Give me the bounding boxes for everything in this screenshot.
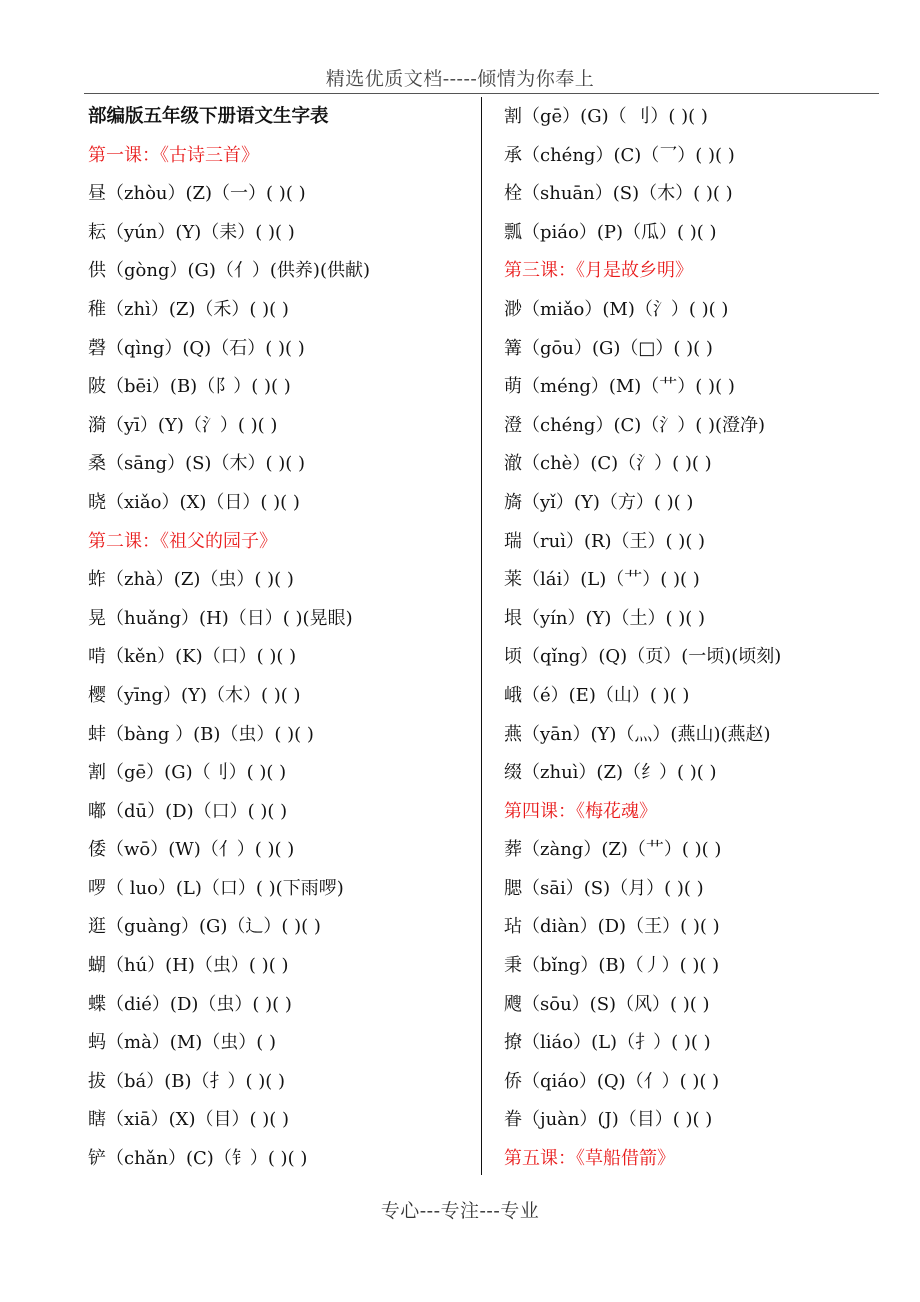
character-entry: 缀（zhuì）(Z)（纟）( )( ) [504,762,717,784]
character-entry: 燕（yān）(Y)（灬）(燕山)(燕赵) [504,723,771,745]
character-entry: 铲（chǎn）(C)（钅）( )( ) [88,1148,308,1170]
character-entry: 眷（juàn）(J)（目）( )( ) [504,1109,713,1131]
character-entry: 樱（yīng）(Y)（木）( )( ) [88,684,301,706]
character-entry: 承（chéng）(C)（乛）( )( ) [504,144,735,166]
character-entry: 供（gòng）(G)（亻）(供养)(供献) [88,260,370,282]
character-entry: 顷（qǐng）(Q)（页）(一顷)(顷刻) [504,646,782,668]
character-entry: 磬（qìng）(Q)（石）( )( ) [88,337,305,359]
character-entry: 篝（gōu）(G)（□）( )( ) [504,337,713,359]
character-entry: 晓（xiǎo）(X)（日）( )( ) [88,491,300,513]
character-entry: 蝴（hú）(H)（虫）( )( ) [88,955,289,977]
character-entry: 漪（yī）(Y)（氵）( )( ) [88,414,278,436]
character-entry: 萌（méng）(M)（艹）( )( ) [504,376,735,398]
character-entry: 玷（diàn）(D)（王）( )( ) [504,916,720,938]
left-column [88,98,468,1179]
lesson-heading: 第五课：《草船借箭》 [504,1148,675,1170]
character-entry: 秉（bǐng）(B)（丿）( )( ) [504,955,720,977]
character-entry: 瑞（ruì）(R)（王）( )( ) [504,530,706,552]
character-entry: 腮（sāi）(S)（月）( )( ) [504,877,704,899]
character-entry: 葬（zàng）(Z)（艹）( )( ) [504,839,722,861]
character-entry: 啰（ luo）(L)（口）( )(下雨啰) [88,877,344,899]
character-entry: 嘟（dū）(D)（口）( )( ) [88,800,288,822]
character-entry: 瞎（xiā）(X)（目）( )( ) [88,1109,290,1131]
character-entry: 昼（zhòu）(Z)（一）( )( ) [88,183,306,205]
character-entry: 倭（wō）(W)（亻）( )( ) [88,839,295,861]
character-entry: 蚌（bàng ）(B)（虫）( )( ) [88,723,314,745]
character-entry: 垠（yín）(Y)（土）( )( ) [504,607,705,629]
character-entry: 旖（yǐ）(Y)（方）( )( ) [504,491,694,513]
character-entry: 栓（shuān）(S)（木）( )( ) [504,183,733,205]
document-title: 部编版五年级下册语文生字表 [88,106,329,127]
character-entry: 啃（kěn）(K)（口）( )( ) [88,646,297,668]
character-entry: 耘（yún）(Y)（耒）( )( ) [88,221,295,243]
lesson-heading: 第一课：《古诗三首》 [88,144,259,166]
character-entry: 撩（liáo）(L)（扌）( )( ) [504,1032,711,1054]
lesson-heading: 第四课：《梅花魂》 [504,800,657,822]
character-entry: 稚（zhì）(Z)（禾）( )( ) [88,298,289,320]
character-entry: 拔（bá）(B)（扌）( )( ) [88,1070,286,1092]
lesson-heading: 第二课：《祖父的园子》 [88,530,277,552]
column-divider [481,97,482,1175]
character-entry: 飕（sōu）(S)（风）( )( ) [504,993,710,1015]
right-column [504,98,884,1179]
character-entry: 渺（miǎo）(M)（氵）( )( ) [504,298,729,320]
character-entry: 瓢（piáo）(P)（瓜）( )( ) [504,221,717,243]
character-entry: 蚂（mà）(M)（虫）( ) [88,1032,277,1054]
character-entry: 割（gē）(G)（ 刂）( )( ) [504,106,708,127]
character-entry: 澄（chéng）(C)（氵）( )(澄净) [504,414,766,436]
page-footer: 专心---专注---专业 [380,1200,540,1222]
header-rule [84,93,879,94]
character-entry: 蝶（dié）(D)（虫）( )( ) [88,993,292,1015]
character-entry: 澈（chè）(C)（氵）( )( ) [504,453,712,475]
character-entry: 蚱（zhà）(Z)（虫）( )( ) [88,569,294,591]
character-entry: 侨（qiáo）(Q)（亻）( )( ) [504,1070,720,1092]
lesson-heading: 第三课：《月是故乡明》 [504,260,693,282]
character-entry: 莱（lái）(L)（艹）( )( ) [504,569,700,591]
character-entry: 峨（é）(E)（山）( )( ) [504,684,690,706]
character-entry: 桑（sāng）(S)（木）( )( ) [88,453,305,475]
page-header: 精选优质文档-----倾情为你奉上 [325,68,595,90]
character-entry: 逛（guàng）(G)（辶）( )( ) [88,916,321,938]
character-entry: 陂（bēi）(B)（阝）( )( ) [88,376,291,398]
character-entry: 晃（huǎng）(H)（日）( )(晃眼) [88,607,353,629]
character-entry: 割（gē）(G)（刂）( )( ) [88,762,287,784]
